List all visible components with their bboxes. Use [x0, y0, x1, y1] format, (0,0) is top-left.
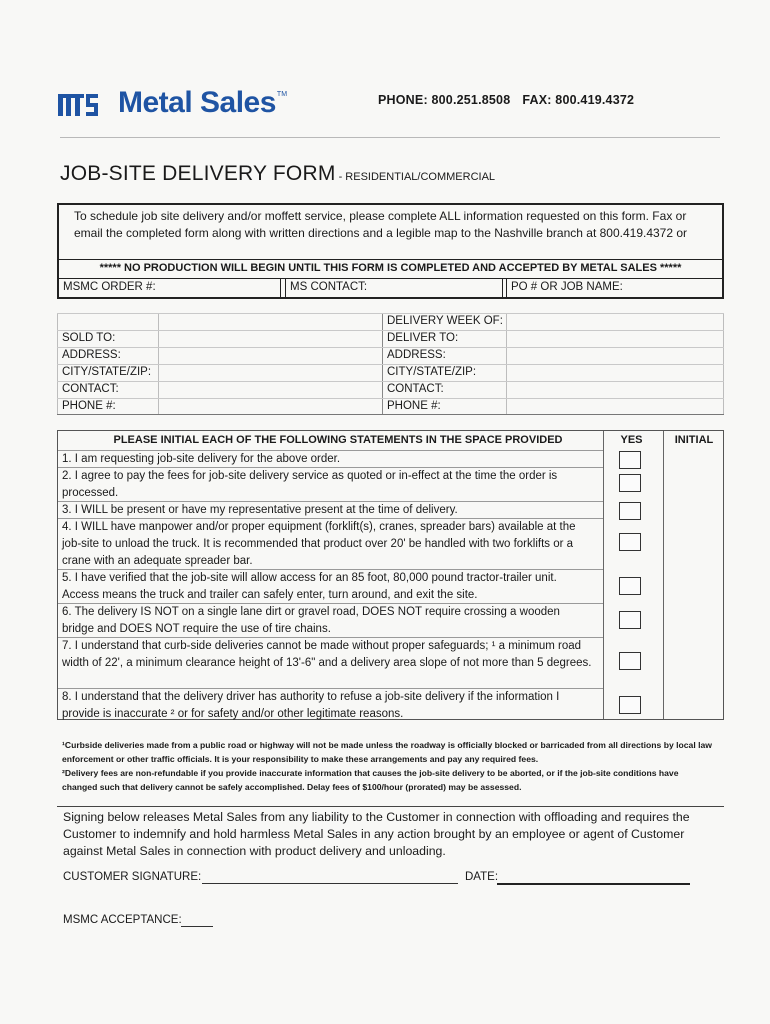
footnote-2: ²Delivery fees are non-refundable if you provide inaccurate information that causes the job-site delivery to be aborted, or if the job-site conditions have changed such that delivery cannot be safely accomplished. Delay fees of $100/hour (prorated) may be assessed.: [62, 768, 679, 792]
deliver-phone-label: PHONE #:: [387, 400, 441, 412]
fax-number: FAX: 800.419.4372: [522, 93, 635, 107]
statement-row-1: [58, 450, 603, 467]
footnote-1: ¹Curbside deliveries made from a public road or highway will not be made unless the roadway is officially blocked or barricaded from all directions by local law enforcement or other traffic officials. It is your responsibility to make these arrangements and pay any required fees.: [62, 740, 712, 764]
form-title: [60, 162, 495, 186]
phone-number: PHONE: 800.251.8508: [378, 93, 511, 107]
logo-trademark: TM: [276, 91, 288, 98]
yes-checkbox-2[interactable]: [619, 474, 641, 492]
sold-phone-label: PHONE #:: [62, 400, 116, 412]
yes-checkbox-3[interactable]: [619, 502, 641, 520]
yes-checkbox-4[interactable]: [619, 533, 641, 551]
yes-checkbox-5[interactable]: [619, 577, 641, 595]
statements-heading: PLEASE INITIAL EACH OF THE FOLLOWING STATEMENTS IN THE SPACE PROVIDED: [113, 434, 563, 446]
order-info-row: [59, 278, 722, 297]
statement-text: 5. I have verified that the job-site will allow access for an 85 foot, 80,000 pound tractor-trailer unit. Access means the truck and trailer can safely enter, turn around, and exit the site.: [62, 572, 557, 601]
sold-to-label: SOLD TO:: [62, 332, 116, 344]
release-statement: Signing below releases Metal Sales from any liability to the Customer in connection with offloading and requires the Customer to indemnify and hold harmless Metal Sales in any action brought by an employee or agent of Customer against Metal Sales in connection with product delivery and unloading.: [63, 810, 690, 858]
customer-signature-label: CUSTOMER SIGNATURE:: [63, 871, 202, 883]
po-job-name-field[interactable]: [506, 278, 722, 297]
statement-text: 1. I am requesting job-site delivery for the above order.: [62, 453, 341, 465]
yes-checkbox-1[interactable]: [619, 451, 641, 469]
yes-checkbox-8[interactable]: [619, 696, 641, 714]
instructions-text: To schedule job site delivery and/or moffett service, please complete ALL information requested on this form. Fax or email the completed form along with written directions and a legible map to the Nashville branch at 800.419.4372 or: [74, 209, 688, 240]
address-table: [57, 313, 724, 415]
yes-column-divider: [603, 431, 604, 719]
metal-sales-logo: [58, 82, 287, 118]
sold-contact-label: CONTACT:: [62, 383, 119, 395]
statement-row-5: [58, 569, 603, 603]
form-title-sub: - RESIDENTIAL/COMMERCIAL: [335, 171, 496, 183]
logo-wordmark: Metal Sales: [118, 86, 276, 119]
footnotes: [62, 738, 712, 794]
initial-column-divider: [663, 431, 664, 719]
statement-row-4: [58, 518, 603, 569]
deliver-address-label: ADDRESS:: [387, 349, 446, 361]
statement-text: 2. I agree to pay the fees for job-site delivery service as quoted or in-effect at the time the order is processed.: [62, 470, 558, 499]
date-label: DATE:: [465, 871, 499, 883]
statement-row-6: [58, 603, 603, 637]
contact-info: [378, 93, 634, 107]
statement-row-7: [58, 637, 603, 688]
statement-text: 7. I understand that curb-side deliveries cannot be made without proper safeguards; ¹ a minimum road width of 22', a minimum clearance height of 13'-6" and a delivery area slope of not more than 5 degrees.: [62, 640, 592, 669]
deliver-city-label: CITY/STATE/ZIP:: [387, 366, 477, 378]
deliver-contact-label: CONTACT:: [387, 383, 444, 395]
form-title-main: JOB-SITE DELIVERY FORM: [60, 162, 336, 185]
ms-logo-mark-icon: [58, 88, 114, 118]
production-warning-banner: ***** NO PRODUCTION WILL BEGIN UNTIL THIS FORM IS COMPLETED AND ACCEPTED BY METAL SALES *****: [59, 259, 722, 279]
statement-text: 6. The delivery IS NOT on a single lane dirt or gravel road, DOES NOT require crossing a wooden bridge and DOES NOT require the use of tire chains.: [62, 606, 560, 635]
msmc-order-label: MSMC ORDER #:: [63, 281, 156, 293]
yes-checkbox-6[interactable]: [619, 611, 641, 629]
release-divider: [57, 806, 724, 807]
statement-row-3: [58, 501, 603, 518]
statement-text: 8. I understand that the delivery driver has authority to refuse a job-site delivery if the information I provide is inaccurate ² or for safety and/or other legitimate reasons.: [62, 691, 560, 720]
po-job-name-label: PO # OR JOB NAME:: [511, 281, 623, 293]
statement-row-8: [58, 688, 603, 720]
statement-row-2: [58, 467, 603, 501]
sold-address-label: ADDRESS:: [62, 349, 121, 361]
yes-checkbox-7[interactable]: [619, 652, 641, 670]
initial-column-header: INITIAL: [674, 434, 714, 446]
msmc-acceptance-label: MSMC ACCEPTANCE:: [63, 914, 182, 926]
msmc-order-field[interactable]: [59, 278, 281, 297]
msmc-acceptance-field[interactable]: [181, 926, 213, 927]
customer-signature-field[interactable]: [202, 883, 458, 884]
sold-city-label: CITY/STATE/ZIP:: [62, 366, 152, 378]
statements-table: [57, 430, 724, 720]
deliver-to-label: DELIVER TO:: [387, 332, 459, 344]
ms-contact-label: MS CONTACT:: [290, 281, 368, 293]
instructions-box: [57, 203, 724, 299]
date-field[interactable]: [497, 883, 690, 885]
header-divider: [60, 137, 720, 138]
statement-text: 4. I WILL have manpower and/or proper equipment (forklift(s), cranes, spreader bars) available at the job-site to unload the truck. It is recommended that product over 20' be handled with two forklifts or a crane with an adequate spreader bar.: [62, 521, 576, 567]
yes-column-header: YES: [620, 434, 643, 446]
ms-contact-field[interactable]: [285, 278, 503, 297]
delivery-week-label: DELIVERY WEEK OF:: [387, 315, 503, 327]
statement-text: 3. I WILL be present or have my representative present at the time of delivery.: [62, 504, 458, 516]
